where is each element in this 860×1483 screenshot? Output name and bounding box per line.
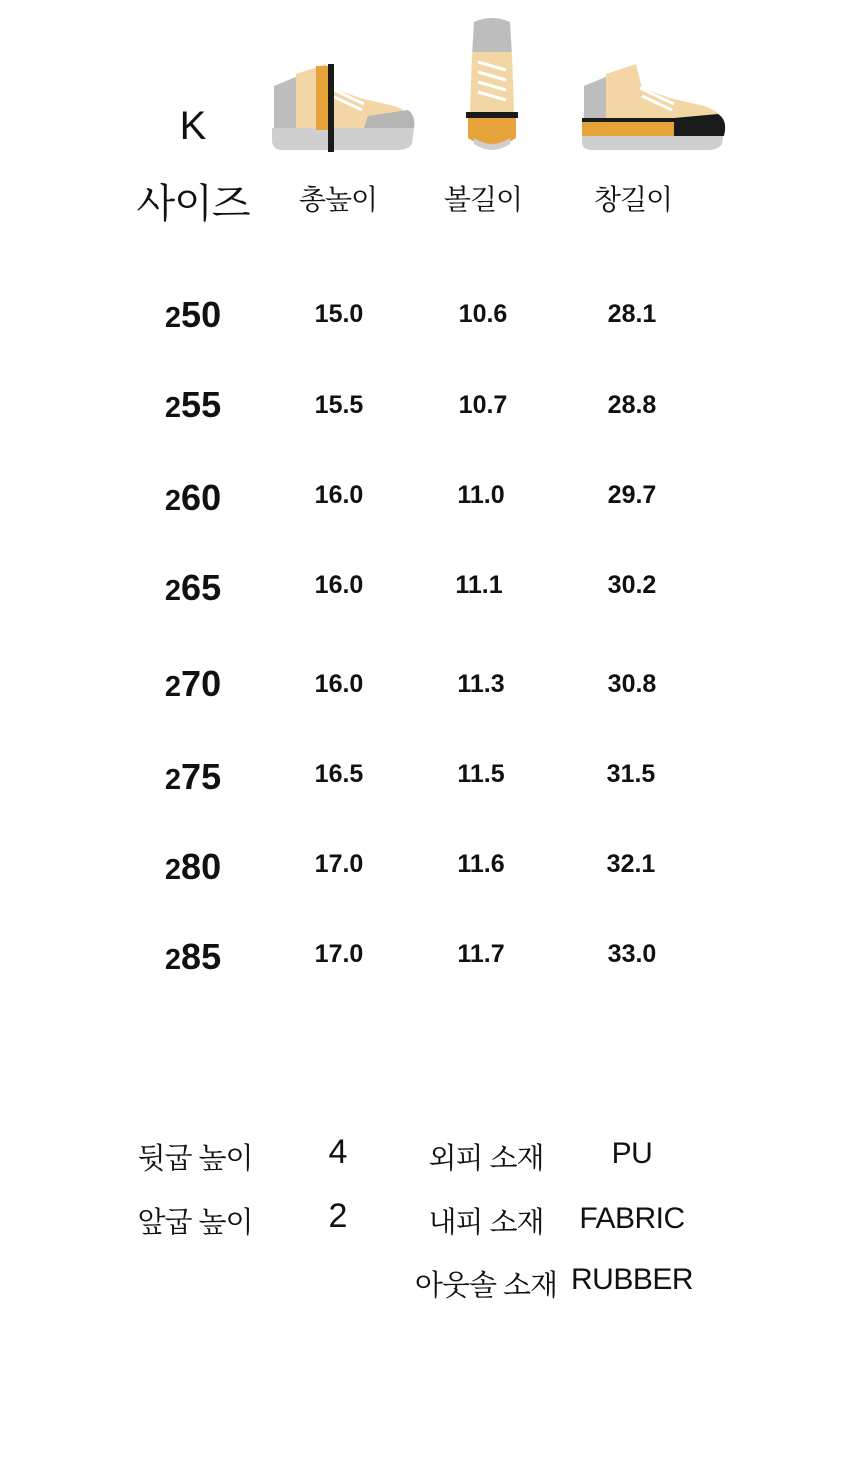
size-cell: 250 [164, 294, 222, 335]
boot-side-height-icon [268, 58, 418, 154]
sole-length-cell: 30.2 [607, 571, 657, 599]
lining-material-label: 내피 소재 [428, 1207, 544, 1239]
size-cell: 260 [164, 477, 222, 518]
sole-length-cell: 28.1 [607, 300, 657, 328]
ball-width-cell: 10.7 [458, 391, 508, 419]
upper-material-label: 외피 소재 [428, 1143, 544, 1175]
sole-length-cell: 30.8 [607, 670, 657, 698]
sole-length-cell: 33.0 [607, 940, 657, 968]
column-header-sole-length: 창길이 [593, 184, 673, 215]
boot-side-sole-icon [578, 58, 728, 154]
upper-material-value: PU [611, 1137, 653, 1170]
sole-length-cell: 28.8 [607, 391, 657, 419]
total-height-cell: 16.0 [314, 481, 364, 509]
ball-width-cell: 11.0 [457, 481, 505, 509]
total-height-cell: 17.0 [314, 940, 364, 968]
total-height-cell: 16.0 [314, 670, 364, 698]
lining-material-value: FABRIC [579, 1202, 685, 1235]
total-height-cell: 15.5 [314, 391, 364, 419]
column-header-ball-width: 볼길이 [443, 184, 523, 215]
total-height-cell: 17.0 [314, 850, 364, 878]
heel-height-value: 4 [328, 1133, 348, 1171]
sole-length-cell: 31.5 [606, 760, 656, 788]
total-height-cell: 16.5 [314, 760, 364, 788]
outsole-material-label: 아웃솔 소재 [414, 1270, 558, 1302]
size-cell: 255 [164, 384, 222, 425]
front-height-label: 앞굽 높이 [137, 1207, 253, 1239]
size-cell: 280 [164, 846, 222, 887]
ball-width-cell: 11.6 [457, 850, 505, 878]
ball-width-cell: 11.1 [455, 571, 503, 599]
k-size-label: K [179, 104, 207, 148]
sole-length-cell: 29.7 [607, 481, 657, 509]
total-height-cell: 15.0 [314, 300, 364, 328]
outsole-material-value: RUBBER [570, 1263, 694, 1296]
front-height-value: 2 [328, 1197, 348, 1235]
size-cell: 275 [164, 756, 222, 797]
ball-width-cell: 11.7 [457, 940, 505, 968]
boot-top-width-icon [464, 16, 520, 154]
sole-length-cell: 32.1 [606, 850, 656, 878]
column-header-total-height: 총높이 [298, 184, 378, 215]
size-column-header: 사이즈 [136, 182, 250, 226]
size-cell: 285 [164, 936, 222, 977]
ball-width-cell: 10.6 [458, 300, 508, 328]
size-cell: 265 [164, 567, 222, 608]
ball-width-cell: 11.5 [457, 760, 505, 788]
ball-width-cell: 11.3 [457, 670, 505, 698]
size-cell: 270 [164, 663, 222, 704]
total-height-cell: 16.0 [314, 571, 364, 599]
heel-height-label: 뒷굽 높이 [137, 1143, 253, 1175]
